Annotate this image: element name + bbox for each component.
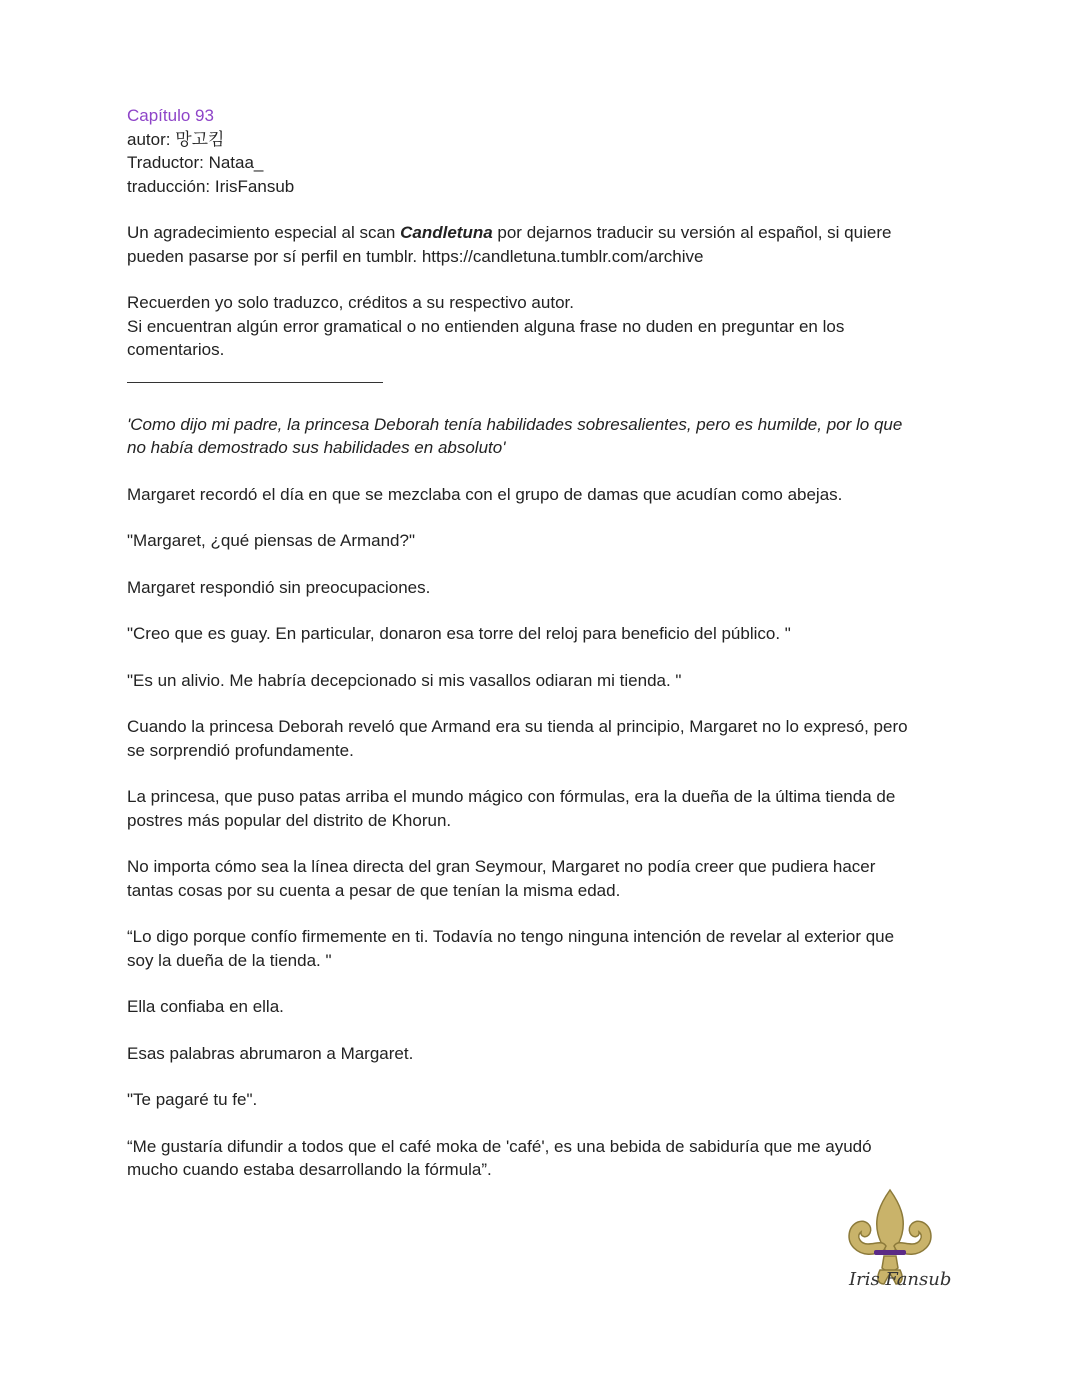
- story-line: tantas cosas por su cuenta a pesar de que tenían la misma edad.: [127, 880, 621, 900]
- story-line: postres más popular del distrito de Khorun.: [127, 810, 452, 830]
- story-paragraph: [127, 413, 947, 460]
- story-line: Ella confiaba en ella.: [127, 997, 284, 1016]
- story-line: "Te pagaré tu fe".: [127, 1090, 258, 1109]
- notice-line-1: Recuerden yo solo traduzco, créditos a su respectivo autor.: [127, 293, 574, 312]
- story-paragraph: [127, 1135, 947, 1182]
- story-line: Cuando la princesa Deborah reveló que Armand era su tienda al principio, Margaret no lo expresó, pero: [127, 717, 908, 736]
- story-line: no había demostrado sus habilidades en absoluto': [127, 438, 506, 457]
- section-divider: [127, 382, 383, 383]
- story-paragraph: [127, 483, 947, 507]
- story-line: “Me gustaría difundir a todos que el café moka de 'café', es una bebida de sabiduría que me ayudó: [127, 1136, 872, 1156]
- story-paragraph: [127, 995, 947, 1019]
- story-paragraph: [127, 1042, 947, 1066]
- story-line: 'Como dijo mi padre, la princesa Deborah tenía habilidades sobresalientes, pero es humilde, por lo que: [127, 414, 903, 434]
- story-line: “Lo digo porque confío firmemente en ti. Todavía no tengo ninguna intención de revelar al exterior que: [127, 927, 895, 946]
- story-paragraph: [127, 1088, 947, 1112]
- thanks-line-1: [127, 221, 947, 245]
- notice-line-2: Si encuentran algún error gramatical o no entienden alguna frase no duden en preguntar en los: [127, 316, 845, 336]
- document-body: [127, 104, 947, 1205]
- story-paragraph: [127, 855, 947, 902]
- chapter-header: [127, 104, 947, 198]
- translation-credit-line: traducción: IrisFansub: [127, 176, 295, 196]
- story-line: "Margaret, ¿qué piensas de Armand?": [127, 531, 416, 550]
- story-line: se sorprendió profundamente.: [127, 740, 354, 760]
- translator-line: Traductor: Nataa_: [127, 153, 264, 172]
- story-line: La princesa, que puso patas arriba el mundo mágico con fórmulas, era la dueña de la última tienda de: [127, 787, 896, 806]
- thanks-suffix: por dejarnos traducir su versión al español, si quiere: [492, 223, 892, 242]
- story-line: "Creo que es guay. En particular, donaron esa torre del reloj para beneficio del público. ": [127, 624, 791, 643]
- story-line: soy la dueña de la tienda. ": [127, 950, 332, 970]
- author-line: autor: 망고킴: [127, 129, 225, 149]
- story-paragraph: [127, 622, 947, 646]
- story-paragraph: [127, 529, 947, 553]
- story-paragraph: [127, 576, 947, 600]
- translator-notice: [127, 291, 947, 362]
- notice-line-3: comentarios.: [127, 340, 225, 359]
- story-line: No importa cómo sea la línea directa del gran Seymour, Margaret no podía creer que pudiera hacer: [127, 857, 876, 876]
- story-line: "Es un alivio. Me habría decepcionado si mis vasallos odiaran mi tienda. ": [127, 670, 682, 690]
- story-text: [127, 413, 947, 1182]
- chapter-title: Capítulo 93: [127, 106, 214, 125]
- logo-text: Iris Fansub: [849, 1269, 952, 1290]
- story-line: Esas palabras abrumaron a Margaret.: [127, 1043, 414, 1063]
- story-paragraph: [127, 785, 947, 832]
- story-line: mucho cuando estaba desarrollando la fórmula”.: [127, 1160, 492, 1179]
- story-line: Margaret respondió sin preocupaciones.: [127, 577, 431, 597]
- story-paragraph: [127, 669, 947, 693]
- thanks-note: [127, 221, 947, 268]
- story-paragraph: [127, 715, 947, 762]
- story-line: Margaret recordó el día en que se mezclaba con el grupo de damas que acudían como abejas.: [127, 484, 843, 504]
- story-paragraph: [127, 925, 947, 972]
- thanks-line-2: pueden pasarse por sí perfil en tumblr. https://candletuna.tumblr.com/archive: [127, 246, 704, 266]
- scan-name: Candletuna: [400, 223, 493, 242]
- thanks-prefix: Un agradecimiento especial al scan: [127, 223, 401, 242]
